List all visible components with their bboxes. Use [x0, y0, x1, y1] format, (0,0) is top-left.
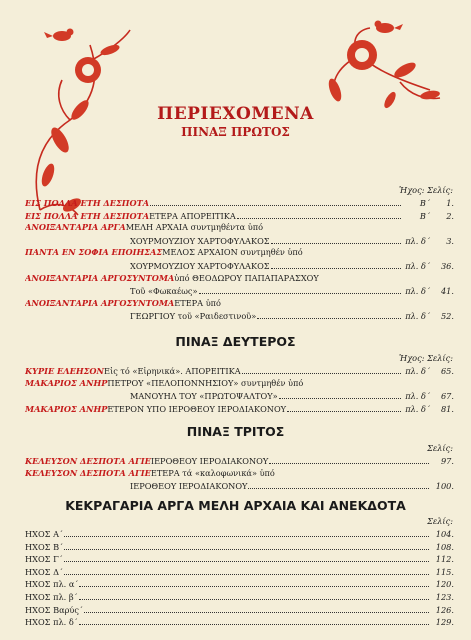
page-title: ΠΕΡΙΕΧΟΜΕΝΑ: [157, 104, 314, 124]
contents-entry: [25, 378, 454, 389]
entry-text: ΗΧΟΣ Β΄: [25, 541, 64, 552]
entry-text: ΜΕΛΟΣ ΑΡΧΑΙΟΝ συντμηθέν ὑπό: [162, 247, 303, 258]
contents-entry: [25, 247, 454, 258]
contents-entry: [25, 210, 454, 221]
dot-leader: [79, 591, 429, 600]
contents-entry: [25, 273, 454, 284]
entry-text: ὑπό ΘΕΟΔΩΡΟΥ ΠΑΠΑΠΑΡΑΣΧΟΥ: [174, 272, 319, 283]
contents-entry: [25, 222, 454, 233]
contents-entry: [130, 390, 454, 401]
contents-entry: [130, 235, 454, 246]
entry-text: ΕΤΕΡΑ ΑΠΟΡΕΙΤΙΚΑ: [149, 210, 236, 221]
mode-value: πλ. δ΄: [405, 403, 430, 414]
hymn-title: ΜΑΚΑΡΙΟΣ ΑΝΗΡ: [25, 377, 108, 388]
page-number: 65.: [440, 366, 454, 376]
entry-text: ΜΑΝΟΥΗΛ ΤΟΥ «ΠΡΩΤΟΨΑΛΤΟΥ»: [130, 391, 278, 402]
page-number: 36.: [440, 261, 454, 271]
hymn-title: ΑΝΟΙΞΑΝΤΑΡΙΑ ΑΡΓΟΣΥΝΤΟΜΑ: [25, 297, 175, 308]
page-number: 123.: [435, 592, 454, 602]
dot-leader: [64, 541, 429, 550]
hymn-title: ΚΥΡΙΕ ΕΛΕΗΣΟΝ: [25, 366, 105, 376]
mode-value: πλ. δ΄: [405, 391, 430, 402]
mode-value: πλ. δ΄: [405, 286, 430, 297]
page-number: 129.: [435, 617, 454, 628]
entry-text: ΕΤΕΡΑ τά «καλοφωνικά» ὑπό: [150, 467, 275, 478]
column-headers: [399, 353, 453, 363]
dot-leader: [150, 197, 401, 206]
page-number: 1.: [446, 198, 454, 208]
entry-text: ΧΟΥΡΜΟΥΖΙΟΥ ΧΑΡΤΟΦΥΛΑΚΟΣ: [130, 235, 270, 246]
page-number: 126.: [435, 604, 454, 615]
mode-value: Β΄: [419, 198, 430, 208]
contents-entry: [25, 566, 454, 577]
page-column-header: Σελίς:: [427, 443, 453, 453]
page-number: 100.: [435, 481, 454, 492]
contents-entry: [25, 604, 454, 615]
page-number: 108.: [435, 541, 454, 552]
entry-text: ΗΧΟΣ Δ΄: [25, 566, 64, 577]
contents-entry: [25, 197, 454, 208]
hymn-title: ΜΑΚΑΡΙΟΣ ΑΝΗΡ: [25, 403, 108, 414]
entry-text: ΧΟΥΡΜΟΥΖΙΟΥ ΧΑΡΤΟΦΥΛΑΚΟΣ: [130, 261, 270, 271]
dot-leader: [257, 310, 401, 319]
contents-entry: [25, 298, 454, 309]
entry-text: ΕΤΕΡΟΝ ΥΠΟ ΙΕΡΟΘΕΟΥ ΙΕΡΟΔΙΑΚΟΝΟΥ: [107, 403, 287, 414]
entry-text: ΗΧΟΣ πλ. α΄: [25, 579, 79, 590]
contents-entry: [25, 468, 454, 479]
column-headers: [427, 443, 453, 453]
entry-text: ΜΕΛΗ ΑΡΧΑΙΑ συντμηθέντα ὑπό: [125, 222, 264, 233]
page-number: 81.: [440, 403, 454, 414]
dot-leader: [79, 616, 429, 625]
dot-leader: [84, 604, 429, 613]
page-number: 41.: [440, 286, 454, 297]
table-one-title: ΠΙΝΑΞ ΠΡΩΤΟΣ: [181, 125, 290, 139]
entry-text: ΗΧΟΣ Γ΄: [25, 554, 63, 565]
contents-entry: [25, 578, 454, 589]
page-number: 2.: [446, 210, 454, 221]
dot-leader: [237, 210, 401, 219]
section-title: ΠΙΝΑΞ ΔΕΥΤΕΡΟΣ: [175, 334, 296, 349]
mode-value: πλ. δ΄: [405, 311, 430, 322]
contents-entry: [25, 541, 454, 552]
entry-text: ΗΧΟΣ Α΄: [25, 529, 64, 539]
contents-entry: [25, 553, 454, 564]
page-number: 104.: [435, 529, 454, 539]
mode-column-header: Ἠχος:: [399, 353, 428, 363]
contents-entry: [25, 591, 454, 602]
entry-text: ΙΕΡΟΘΕΟΥ ΙΕΡΟΔΙΑΚΟΝΟΥ: [150, 456, 269, 466]
dot-leader: [271, 235, 401, 244]
column-headers: [427, 516, 453, 526]
dot-leader: [269, 455, 429, 464]
hymn-title: ΑΝΟΙΞΑΝΤΑΡΙΑ ΑΡΓΑ: [25, 222, 126, 233]
dot-leader: [248, 480, 429, 489]
contents-entry: [25, 528, 454, 539]
entry-text: ΗΧΟΣ πλ. β΄: [25, 592, 78, 602]
dot-leader: [64, 553, 429, 562]
entry-text: ΗΧΟΣ Βαρύς΄: [25, 604, 84, 615]
entry-text: ΕΤΕΡΑ ὑπό: [174, 297, 221, 308]
contents-entry: [25, 403, 454, 414]
hymn-title: ΕΙΣ ΠΟΛΛΑ ΕΤΗ ΔΕΣΠΟΤΑ: [25, 210, 150, 221]
section-title: ΚΕΚΡΑΓΑΡΙΑ ΑΡΓΑ ΜΕΛΗ ΑΡΧΑΙΑ ΚΑΙ ΑΝΕΚΔΟΤΑ: [65, 498, 406, 513]
page-number: 3.: [446, 235, 454, 246]
mode-value: πλ. δ΄: [405, 366, 430, 376]
page-number: 112.: [435, 554, 454, 565]
mode-value: πλ. δ΄: [405, 235, 430, 246]
mode-value: πλ. δ΄: [405, 261, 430, 271]
contents-entry: [130, 310, 454, 321]
contents-entry: [130, 285, 454, 296]
hymn-title: ΚΕΛΕΥΣΟΝ ΔΕΣΠΟΤΑ ΑΓΙΕ: [25, 456, 151, 466]
contents-entry: [25, 616, 454, 627]
page-number: 52.: [440, 311, 454, 322]
contents-entry: [25, 365, 454, 376]
entry-text: ΓΕΩΡΓΙΟΥ τοῦ «Ραιδεστινοῦ»: [130, 311, 257, 322]
page-number: 67.: [440, 391, 454, 402]
page-number: 120.: [435, 579, 454, 590]
page-column-header: Σελίς:: [427, 185, 453, 195]
section-title: ΠΙΝΑΞ ΤΡΙΤΟΣ: [186, 424, 285, 439]
dot-leader: [64, 528, 429, 537]
hymn-title: ΚΕΛΕΥΣΟΝ ΔΕΣΠΟΤΑ ΑΓΙΕ: [25, 467, 151, 478]
dot-leader: [279, 390, 401, 399]
entry-text: ΠΕΤΡΟΥ «ΠΕΛΟΠΟΝΝΗΣΙΟΥ» συντμηθέν ὑπό: [107, 377, 304, 388]
page-number: 115.: [435, 566, 454, 577]
entry-text: Τοῦ «Φωκαέως»: [130, 286, 198, 297]
contents-entry: [130, 480, 454, 491]
dot-leader: [287, 403, 401, 412]
dot-leader: [199, 285, 401, 294]
entry-text: ΗΧΟΣ πλ. δ΄: [25, 617, 78, 628]
mode-column-header: Ἠχος:: [399, 185, 428, 195]
contents-entry: [130, 260, 454, 271]
page-number: 97.: [440, 456, 454, 466]
dot-leader: [242, 365, 401, 374]
mode-value: Β΄: [419, 210, 430, 221]
dot-leader: [271, 260, 401, 269]
hymn-title: ΕΙΣ ΠΟΛΛΑ ΕΤΗ ΔΕΣΠΟΤΑ: [25, 198, 150, 208]
hymn-title: ΠΑΝΤΑ ΕΝ ΣΟΦΙΑ ΕΠΟΙΗΣΑΣ: [25, 247, 163, 258]
column-headers: [399, 185, 453, 195]
page-column-header: Σελίς:: [427, 353, 453, 363]
entry-text: ΙΕΡΟΘΕΟΥ ΙΕΡΟΔΙΑΚΟΝΟΥ: [130, 481, 248, 492]
dot-leader: [64, 566, 429, 575]
contents-entry: [25, 455, 454, 466]
entry-text: Εἰς τό «Εἰρηνικά». ΑΠΟΡΕΙΤΙΚΑ: [104, 366, 241, 376]
hymn-title: ΑΝΟΙΞΑΝΤΑΡΙΑ ΑΡΓΟΣΥΝΤΟΜΑ: [25, 272, 175, 283]
page-column-header: Σελίς:: [427, 516, 453, 526]
dot-leader: [79, 578, 429, 587]
